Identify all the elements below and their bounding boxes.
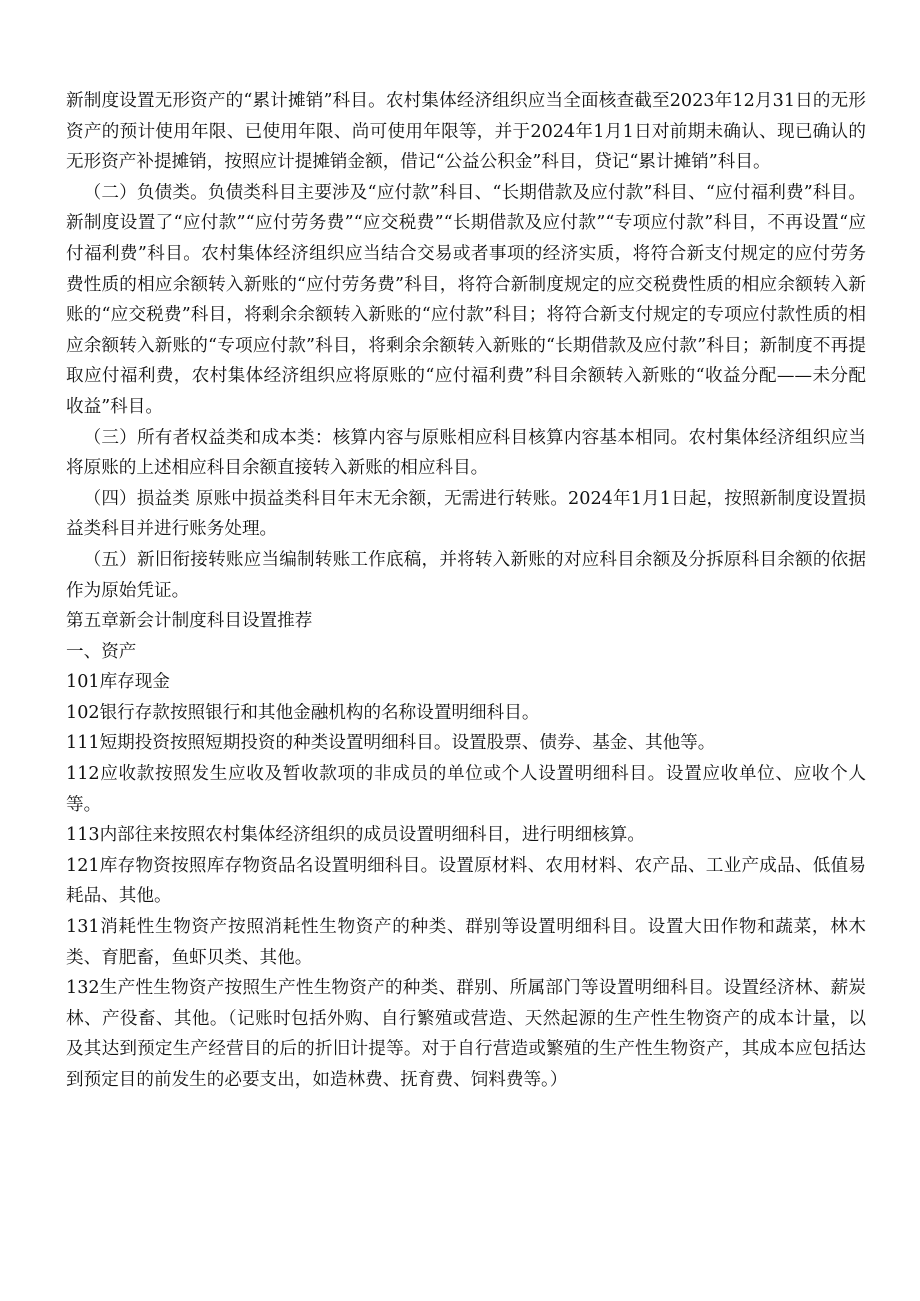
paragraph-equity-cost: （三）所有者权益类和成本类：核算内容与原账相应科目核算内容基本相同。农村集体经济组织应当将原账的上述相应科目余额直接转入新账的相应科目。	[66, 427, 866, 479]
paragraph-liabilities: （二）负债类。负债类科目主要涉及“应付款”科目、“长期借款及应付款”科目、“应付福利费”科目。新制度设置了“应付款”“应付劳务费”“应交税费”“长期借款及应付款”“专项应付款”科目，不再设置“应付福利费”科目。农村集体经济组织应当结合交易或者事项的经济实质，将符合新支付规定的应付劳务费性质的相应余额转入新账的“应付劳务费”科目，将符合新制度规定的应交税费性质的相应余额转入新账的“应交税费”科目，将剩余余额转入新账的“应付款”科目；将符合新支付规定的专项应付款性质的相应余额转入新账的“专项应付款”科目，将剩余余额转入新账的“长期借款及应付款”科目；新制度不再提取应付福利费，农村集体经济组织应将原账的“应付福利费”科目余额转入新账的“收益分配——未分配收益”科目。	[66, 182, 866, 417]
account-item-101: 101库存现金	[66, 672, 170, 693]
account-item-112: 112应收款按照发生应收及暂收款项的非成员的单位或个人设置明细科目。设置应收单位、应收个人等。	[66, 764, 866, 815]
account-item-113: 113内部往来按照农村集体经济组织的成员设置明细科目，进行明细核算。	[66, 825, 645, 846]
account-item-121: 121库存物资按照库存物资品名设置明细科目。设置原材料、农用材料、农产品、工业产成品、低值易耗品、其他。	[66, 855, 866, 907]
account-item-131: 131消耗性生物资产按照消耗性生物资产的种类、群别等设置明细科目。设置大田作物和蔬菜，林木类、育肥畜，鱼虾贝类、其他。	[66, 917, 866, 968]
paragraph-transfer-worksheet: （五）新旧衔接转账应当编制转账工作底稿，并将转入新账的对应科目余额及分拆原科目余额的依据作为原始凭证。	[66, 549, 866, 601]
paragraph-profit-loss: （四）损益类 原账中损益类科目年末无余额，无需进行转账。2024年1月1日起，按照新制度设置损益类科目并进行账务处理。	[66, 488, 866, 540]
account-item-111: 111短期投资按照短期投资的种类设置明细科目。设置股票、债券、基金、其他等。	[66, 733, 716, 754]
section-heading-assets: 一、资产	[66, 641, 137, 662]
chapter-heading: 第五章新会计制度科目设置推荐	[66, 611, 313, 632]
paragraph-intangible-amortization: 新制度设置无形资产的“累计摊销”科目。农村集体经济组织应当全面核查截至2023年12月31日的无形资产的预计使用年限、已使用年限、尚可使用年限等，并于2024年1月1日对前期未确认、现已确认的无形资产补提摊销，按照应计提摊销金额，借记“公益公积金”科目，贷记“累计摊销”科目。	[66, 91, 866, 173]
account-item-102: 102银行存款按照银行和其他金融机构的名称设置明细科目。	[66, 702, 540, 723]
account-item-132: 132生产性生物资产按照生产性生物资产的种类、群别、所属部门等设置明细科目。设置经济林、薪炭林、产役畜、其他。（记账时包括外购、自行繁殖或营造、天然起源的生产性生物资产的成本计量，以及其达到预定生产经营目的后的折旧计提等。对于自行营造或繁殖的生产性生物资产，其成本应包括达到预定目的前发生的必要支出，如造林费、抚育费、饲料费等。）	[66, 978, 866, 1090]
document-body	[66, 86, 866, 1096]
